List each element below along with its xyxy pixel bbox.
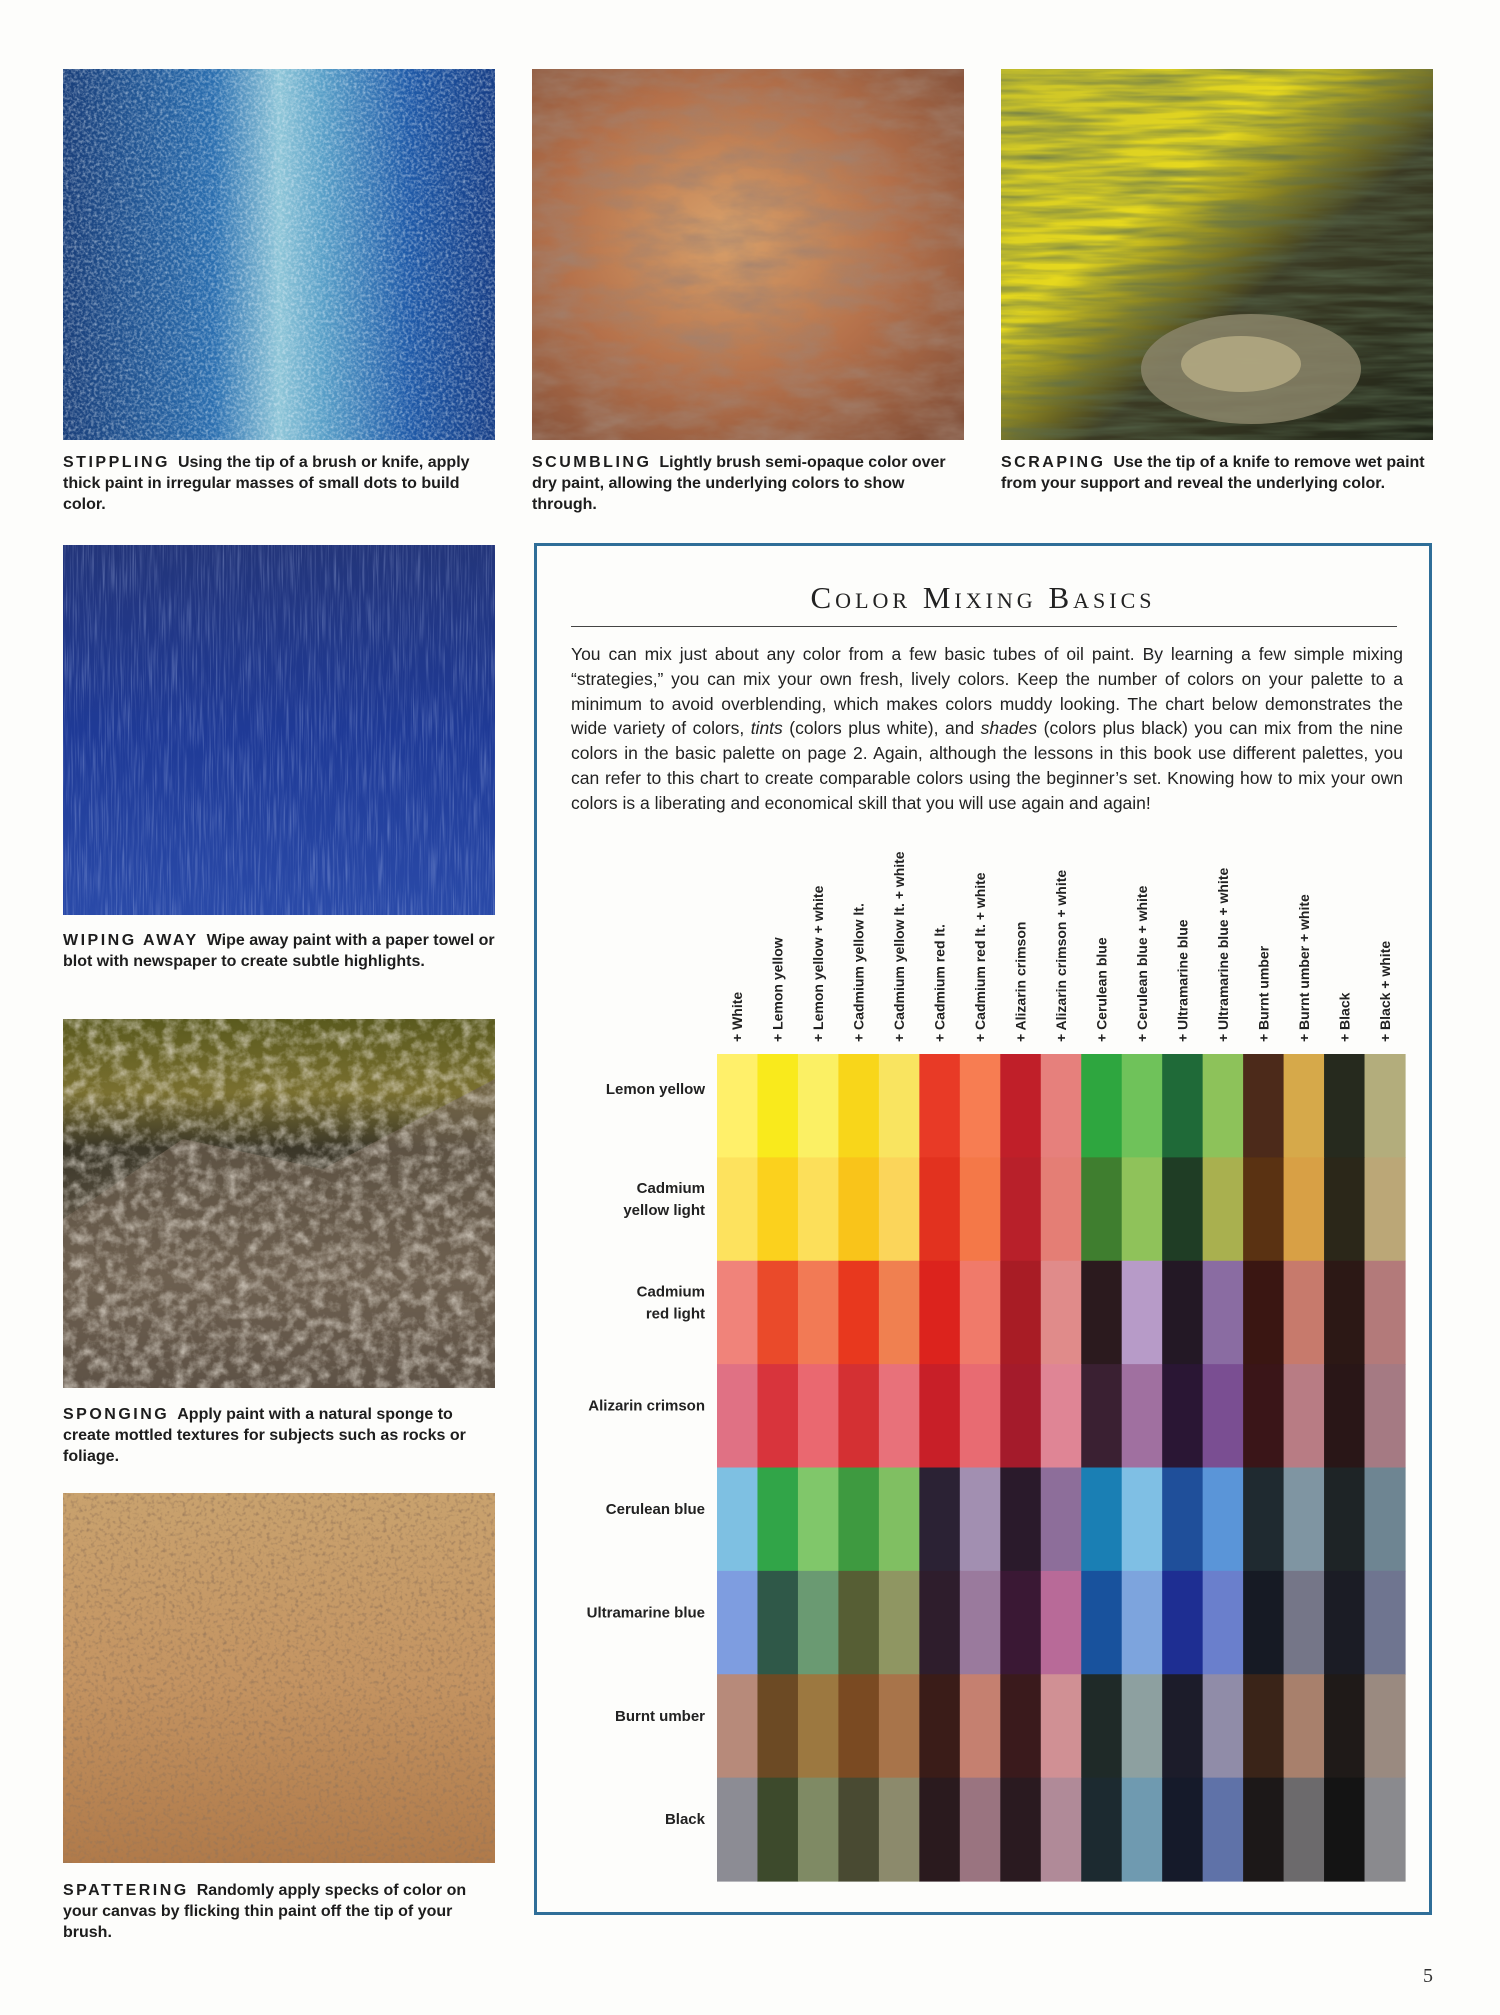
cell-r6-c11 [1162,1674,1203,1778]
column-header-3: + Cadmium yellow lt. [850,903,867,1042]
cell-r1-c0 [717,1157,758,1261]
cell-r0-c9 [1081,1054,1122,1158]
cell-r3-c8 [1041,1364,1082,1468]
cell-r2-c8 [1041,1261,1082,1365]
cell-r0-c15 [1324,1054,1365,1158]
cell-r2-c5 [919,1261,960,1365]
cell-r2-c13 [1243,1261,1284,1365]
cell-r5-c13 [1243,1571,1284,1675]
cell-r5-c7 [1000,1571,1041,1675]
cell-r1-c6 [960,1157,1001,1261]
cell-r0-c16 [1365,1054,1406,1158]
row-label-4: Cerulean blue [605,1501,705,1519]
intro-part-2: (colors plus white), and [782,718,981,739]
cell-r4-c10 [1122,1468,1163,1572]
cell-r1-c14 [1284,1157,1325,1261]
cell-r2-c6 [960,1261,1001,1365]
wiping-away-texture [63,545,495,915]
cell-r0-c0 [717,1054,758,1158]
cell-r7-c8 [1041,1778,1082,1882]
cell-r5-c4 [879,1571,920,1675]
cell-r3-c0 [717,1364,758,1468]
column-header-13: + Burnt umber [1255,945,1272,1042]
cell-r7-c14 [1284,1778,1325,1882]
row-label-1: Cadmium yellow light [623,1179,705,1219]
cell-r5-c5 [919,1571,960,1675]
cell-r2-c3 [838,1261,879,1365]
cell-r4-c13 [1243,1468,1284,1572]
cell-r3-c2 [798,1364,839,1468]
scumbling-image [532,69,964,440]
intro-part-3: (colors plus black) you can mix from the nine colors in the basic palette on page 2. Again, although the lessons in this book use different palettes, you can refer to this chart to create comparable colors using the beginner’s set. Knowing how to mix your own colors is a liberating and economical skill that you will use again and again! [571,718,1403,813]
intro-tints: tints [750,718,783,739]
cell-r4-c9 [1081,1468,1122,1572]
intro-part-1: You can mix just about any color from a few basic tubes of oil paint. By learning a few simple mixing “strategies,” you can mix your own fresh, lively colors. Keep the number of colors on your palette to a minimum to avoid overblending, which makes colors muddy looking. The chart below demonstrates the wide variety of colors, [571,644,1403,739]
cell-r0-c5 [919,1054,960,1158]
cell-r4-c8 [1041,1468,1082,1572]
cell-r7-c5 [919,1778,960,1882]
scumbling-text: Lightly brush semi-opaque color over dry paint, allowing the underlying colors to show through. [532,454,946,513]
cell-r7-c3 [838,1778,879,1882]
cell-r6-c6 [960,1674,1001,1778]
cell-r2-c10 [1122,1261,1163,1365]
cell-r6-c0 [717,1674,758,1778]
stippling-caption [63,452,503,515]
page-number: 5 [1423,1965,1433,1987]
stippling-image [63,69,495,440]
stippling-label: STIPPLING [63,454,170,471]
cell-r6-c9 [1081,1674,1122,1778]
cell-r0-c1 [757,1054,798,1158]
cell-r5-c2 [798,1571,839,1675]
cell-r6-c16 [1365,1674,1406,1778]
cell-r3-c5 [919,1364,960,1468]
cell-r7-c10 [1122,1778,1163,1882]
cell-r7-c4 [879,1778,920,1882]
stippling-texture [63,69,495,440]
cell-r0-c4 [879,1054,920,1158]
row-label-7: Black [664,1811,705,1829]
column-header-5: + Cadmium red lt. [931,924,948,1042]
cell-r4-c3 [838,1468,879,1572]
cell-r6-c1 [757,1674,798,1778]
cell-r3-c6 [960,1364,1001,1468]
column-header-2: + Lemon yellow + white [810,885,827,1042]
cell-r5-c6 [960,1571,1001,1675]
cell-r2-c16 [1365,1261,1406,1365]
cell-r5-c15 [1324,1571,1365,1675]
cell-r1-c4 [879,1157,920,1261]
cell-r6-c15 [1324,1674,1365,1778]
cell-r5-c12 [1203,1571,1244,1675]
cell-r4-c5 [919,1468,960,1572]
cell-r1-c16 [1365,1157,1406,1261]
cell-r7-c11 [1162,1778,1203,1882]
spattering-texture [63,1493,495,1863]
sponging-image [63,1019,495,1388]
cell-r5-c8 [1041,1571,1082,1675]
cell-r4-c16 [1365,1468,1406,1572]
scraping-text: Use the tip of a knife to remove wet paint from your support and reveal the underlying color. [1001,454,1425,492]
cell-r7-c6 [960,1778,1001,1882]
cell-r1-c10 [1122,1157,1163,1261]
cell-r1-c2 [798,1157,839,1261]
cell-r5-c9 [1081,1571,1122,1675]
sponging-label: SPONGING [63,1406,170,1423]
cell-r1-c13 [1243,1157,1284,1261]
cell-r0-c13 [1243,1054,1284,1158]
scumbling-label: SCUMBLING [532,454,652,471]
column-header-12: + Ultramarine blue + white [1214,867,1231,1042]
cell-r6-c5 [919,1674,960,1778]
cell-r5-c16 [1365,1571,1406,1675]
color-mixing-title: Color Mixing Basics [810,580,1156,615]
cell-r3-c15 [1324,1364,1365,1468]
cell-r0-c3 [838,1054,879,1158]
column-header-6: + Cadmium red lt. + white [972,872,989,1042]
column-header-0: + White [729,991,746,1042]
cell-r4-c0 [717,1468,758,1572]
cell-r2-c1 [757,1261,798,1365]
cell-r2-c15 [1324,1261,1365,1365]
cell-r6-c7 [1000,1674,1041,1778]
cell-r7-c7 [1000,1778,1041,1882]
cell-r3-c12 [1203,1364,1244,1468]
cell-r1-c1 [757,1157,798,1261]
cell-r7-c1 [757,1778,798,1882]
sponging-text: Apply paint with a natural sponge to create mottled textures for subjects such as rocks or foliage. [63,1406,466,1465]
cell-r6-c14 [1284,1674,1325,1778]
cell-r0-c6 [960,1054,1001,1158]
cell-r5-c1 [757,1571,798,1675]
scraping-caption [1001,452,1441,494]
cell-r1-c7 [1000,1157,1041,1261]
cell-r4-c12 [1203,1468,1244,1572]
scraping-image [1001,69,1433,440]
column-header-11: + Ultramarine blue [1174,919,1191,1042]
cell-r4-c6 [960,1468,1001,1572]
cell-r0-c8 [1041,1054,1082,1158]
sponging-texture [63,1019,495,1388]
cell-r3-c3 [838,1364,879,1468]
cell-r2-c9 [1081,1261,1122,1365]
cell-r3-c14 [1284,1364,1325,1468]
wiping-away-text: Wipe away paint with a paper towel or blot with newspaper to create subtle highlights. [63,932,495,970]
cell-r1-c3 [838,1157,879,1261]
scumbling-caption [532,452,972,515]
cell-r2-c12 [1203,1261,1244,1365]
cell-r2-c0 [717,1261,758,1365]
row-label-3: Alizarin crimson [588,1397,705,1415]
scraping-label: SCRAPING [1001,454,1106,471]
cell-r3-c9 [1081,1364,1122,1468]
wiping-away-caption [63,930,503,972]
wiping-away-image [63,545,495,915]
cell-r6-c3 [838,1674,879,1778]
cell-r3-c7 [1000,1364,1041,1468]
scumbling-texture [532,69,964,440]
stippling-text: Using the tip of a brush or knife, apply thick paint in irregular masses of small dots to build color. [63,454,470,513]
cell-r7-c2 [798,1778,839,1882]
column-header-8: + Alizarin crimson + white [1053,869,1069,1042]
wiping-away-label: WIPING AWAY [63,932,199,949]
column-header-16: + Black + white [1376,940,1393,1042]
cell-r4-c15 [1324,1468,1365,1572]
cell-r1-c8 [1041,1157,1082,1261]
cell-r5-c10 [1122,1571,1163,1675]
cell-r6-c12 [1203,1674,1244,1778]
cell-r6-c13 [1243,1674,1284,1778]
column-header-14: + Burnt umber + white [1295,894,1312,1042]
cell-r1-c5 [919,1157,960,1261]
cell-r1-c12 [1203,1157,1244,1261]
cell-r1-c11 [1162,1157,1203,1261]
cell-r2-c2 [798,1261,839,1365]
cell-r3-c10 [1122,1364,1163,1468]
column-header-10: + Cerulean blue + white [1133,885,1150,1042]
cell-r3-c4 [879,1364,920,1468]
cell-r6-c4 [879,1674,920,1778]
column-header-4: + Cadmium yellow lt. + white [891,851,908,1042]
row-label-6: Burnt umber [615,1707,705,1725]
cell-r7-c16 [1365,1778,1406,1882]
spattering-caption [63,1880,503,1943]
cell-r4-c7 [1000,1468,1041,1572]
cell-r2-c14 [1284,1261,1325,1365]
cell-r0-c12 [1203,1054,1244,1158]
spattering-label: SPATTERING [63,1882,189,1899]
spattering-image [63,1493,495,1863]
color-mixing-box [534,543,1432,1915]
sponging-caption [63,1404,503,1467]
cell-r3-c16 [1365,1364,1406,1468]
intro-shades: shades [980,718,1038,739]
cell-r3-c13 [1243,1364,1284,1468]
cell-r3-c11 [1162,1364,1203,1468]
cell-r7-c9 [1081,1778,1122,1882]
column-header-15: + Black [1336,992,1353,1042]
scraping-texture [1001,69,1433,440]
column-header-7: + Alizarin crimson [1012,921,1029,1042]
cell-r4-c11 [1162,1468,1203,1572]
cell-r4-c14 [1284,1468,1325,1572]
cell-r4-c4 [879,1468,920,1572]
cell-r0-c10 [1122,1054,1163,1158]
cell-r7-c12 [1203,1778,1244,1882]
cell-r5-c14 [1284,1571,1325,1675]
column-header-1: + Lemon yellow [769,937,786,1042]
spattering-text: Randomly apply specks of color on your canvas by flicking thin paint off the tip of your brush. [63,1882,467,1941]
cell-r1-c15 [1324,1157,1365,1261]
cell-r1-c9 [1081,1157,1122,1261]
cell-r6-c8 [1041,1674,1082,1778]
cell-r4-c1 [757,1468,798,1572]
cell-r2-c7 [1000,1261,1041,1365]
cell-r5-c0 [717,1571,758,1675]
cell-r3-c1 [757,1364,798,1468]
cell-r7-c13 [1243,1778,1284,1882]
cell-r5-c11 [1162,1571,1203,1675]
cell-r0-c11 [1162,1054,1203,1158]
row-label-0: Lemon yellow [605,1081,705,1098]
color-mixing-chart [537,546,1429,1912]
cell-r5-c3 [838,1571,879,1675]
cell-r2-c11 [1162,1261,1203,1365]
cell-r2-c4 [879,1261,920,1365]
column-header-9: + Cerulean blue [1093,937,1110,1042]
cell-r0-c2 [798,1054,839,1158]
cell-r6-c2 [798,1674,839,1778]
cell-r7-c0 [717,1778,758,1882]
cell-r0-c14 [1284,1054,1325,1158]
cell-r6-c10 [1122,1674,1163,1778]
row-label-5: Ultramarine blue [586,1604,705,1622]
cell-r7-c15 [1324,1778,1365,1882]
cell-r4-c2 [798,1468,839,1572]
row-label-2: Cadmium red light [636,1283,705,1323]
cell-r0-c7 [1000,1054,1041,1158]
